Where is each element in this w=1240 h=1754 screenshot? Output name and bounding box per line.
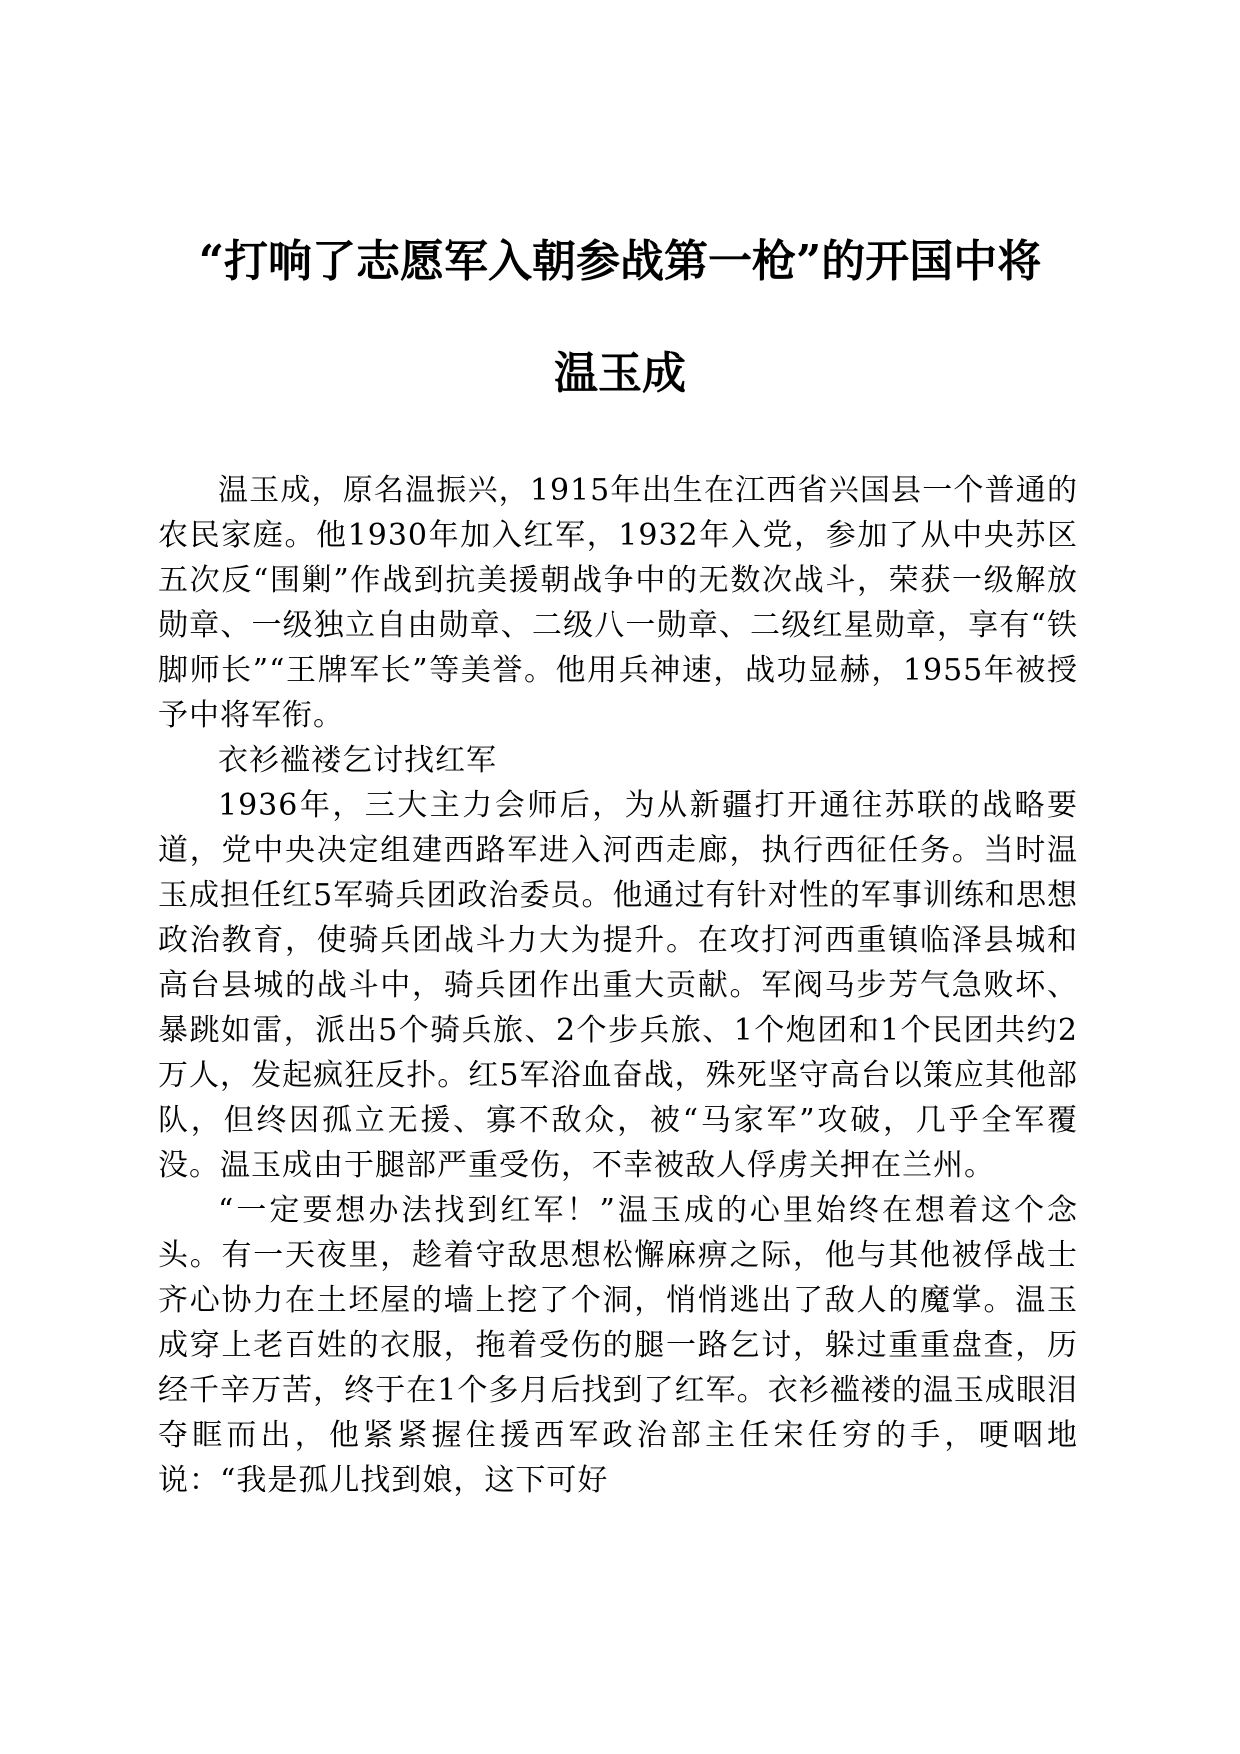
document-body	[158, 468, 1078, 1503]
paragraph-intro: 温玉成，原名温振兴，1915年出生在江西省兴国县一个普通的农民家庭。他1930年加入红军，1932年入党，参加了从中央苏区五次反“围剿”作战到抗美援朝战争中的无数次战斗，荣获一级解放勋章、一级独立自由勋章、二级八一勋章、二级红星勋章，享有“铁脚师长”“王牌军长”等美誉。他用兵神速，战功显赫，1955年被授予中将军衔。	[158, 473, 1078, 733]
paragraph-escape: “一定要想办法找到红军！”温玉成的心里始终在想着这个念头。有一天夜里，趁着守敌思想松懈麻痹之际，他与其他被俘战士齐心协力在土坯屋的墙上挖了个洞，悄悄逃出了敌人的魔掌。温玉成穿上老百姓的衣服，拖着受伤的腿一路乞讨，躲过重重盘查，历经千辛万苦，终于在1个多月后找到了红军。衣衫褴褛的温玉成眼泪夺眶而出，他紧紧握住援西军政治部主任宋任穷的手，哽咽地说：“我是孤儿找到娘，这下可好	[158, 1193, 1078, 1498]
document-title: “打响了志愿军入朝参战第一枪”的开国中将	[198, 236, 1042, 287]
paragraph-westward: 1936年，三大主力会师后，为从新疆打开通往苏联的战略要道，党中央决定组建西路军进入河西走廊，执行西征任务。当时温玉成担任红5军骑兵团政治委员。他通过有针对性的军事训练和思想政治教育，使骑兵团战斗力大为提升。在攻打河西重镇临泽县城和高台县城的战斗中，骑兵团作出重大贡献。军阀马步芳气急败坏、暴跳如雷，派出5个骑兵旅、2个步兵旅、1个炮团和1个民团共约2万人，发起疯狂反扑。红5军浴血奋战，殊死坚守高台以策应其他部队，但终因孤立无援、寡不敌众，被“马家军”攻破，几乎全军覆没。温玉成由于腿部严重受伤，不幸被敌人俘虏关押在兰州。	[158, 788, 1078, 1183]
section-heading: 衣衫褴褛乞讨找红军	[218, 743, 497, 778]
document-title-name: 温玉成	[554, 348, 686, 399]
